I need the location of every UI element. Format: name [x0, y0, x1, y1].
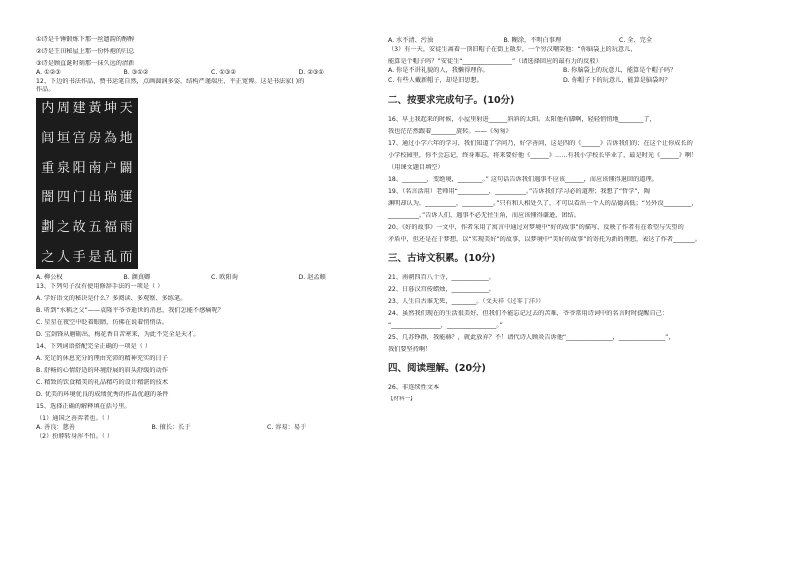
option: C. ①③②: [211, 69, 236, 77]
calligraphy-char: 故: [72, 220, 86, 236]
answer-options: [388, 66, 738, 76]
question-20-cont: 矛盾中，但还是在于梦想，以“实现美好”的故事，以梦境中“美好的故事”的寄托为新的理想，表达了作者_______。: [388, 236, 701, 243]
calligraphy-char: 坤: [103, 101, 117, 116]
question-22: 22、日暮汉宫传蜡烛，____________。: [388, 286, 495, 293]
calligraphy-char: 人: [56, 249, 70, 265]
calligraphy-char: 黃: [88, 101, 102, 116]
calligraphy-char: 天: [119, 101, 133, 116]
question-25-cont: 我们要坚持啊！: [388, 346, 432, 353]
answer-options: [36, 273, 386, 283]
option: B. 擅长：长于: [151, 424, 191, 432]
question-15: 15、选择正确的解释填在括号里。: [36, 403, 131, 410]
option: A. 学好语文的秘诀是什么？多阅读、多观察、多练笔。: [36, 295, 187, 302]
option: D. 优美的环境优良的成绩优秀的作品优越的条件: [36, 391, 169, 398]
calligraphy-char: 而: [119, 249, 133, 265]
calligraphy-char: 地: [119, 130, 133, 146]
option: B. 舒畅的心情舒适的环境舒展的眉头舒缓的动作: [36, 367, 168, 374]
right-column: [388, 36, 738, 404]
calligraphy-char: 阳: [72, 160, 86, 176]
calligraphy-char: 闢: [119, 160, 133, 176]
calligraphy-char: 乱: [103, 249, 117, 265]
calligraphy-char: 闾: [41, 130, 55, 146]
calligraphy-char: 雨: [119, 220, 133, 236]
left-column: [36, 36, 386, 441]
calligraphy-char: 出: [88, 190, 102, 206]
calligraphy-column: [87, 102, 103, 265]
calligraphy-char: 為: [103, 130, 117, 146]
question-15-sub1: （1）通国之善弈者也。（ ）: [36, 415, 114, 422]
calligraphy-char: 是: [88, 249, 102, 265]
option: A. 你是不讲礼貌的人，我懒得理你。: [388, 67, 489, 75]
question-24-cont: “________________，________________。”: [388, 322, 503, 329]
question-3: （3）有一天，安徒生离着一顶旧帽子在街上散步，一个穷汉嘲笑他：“你脑袋上的玩意儿，: [388, 46, 637, 53]
calligraphy-char: 建: [72, 101, 86, 116]
question-19-cont: __________。”告诉人们，遇事不必无往生角，而应该懂得谦逊，团结。: [388, 212, 580, 219]
answer-options: [388, 36, 738, 46]
section-heading: 二、按要求完成句子。(10分): [388, 95, 515, 106]
option: B. 颜真卿: [123, 274, 151, 282]
calligraphy-char: 之: [56, 220, 70, 236]
calligraphy-char: 重: [41, 160, 55, 176]
option: C. 精致的饮食精美的礼品精巧的设计精湛的技术: [36, 379, 169, 386]
option: B. ③①②: [123, 69, 149, 77]
question-24: 24、虽然我们现在的生活很美好，但我们不能忘记过去的苦难，爷爷常用诗词中的名言时时提醒自己：: [388, 310, 669, 317]
question-26: 26、非连续性文本: [388, 384, 440, 391]
option: C. 容易：易于: [267, 424, 307, 432]
option: D. 你帽子下的玩意儿，能算是脑袋吗？: [563, 77, 671, 85]
calligraphy-char: 内: [41, 101, 55, 116]
calligraphy-char: 宫: [72, 130, 86, 146]
calligraphy-column: [118, 102, 134, 265]
question-16-cont: 我也茫茫然跟着________旋转。——《匆匆》: [388, 128, 512, 135]
calligraphy-column: [40, 102, 56, 265]
question-19: 19、（名言活用）老师用“__________，__________。”告诉我们学习必的道理；我想了“哲学”，陶: [388, 188, 650, 195]
calligraphy-char: 垣: [56, 130, 70, 146]
text-line: ③诗是顾直诞时刻那一抹久远的清新: [36, 60, 135, 67]
calligraphy-char: 周: [56, 101, 70, 116]
question-13: 13、下列句子没有使用修辞手法的一项是（ ）: [36, 283, 164, 290]
question-23: 23、人生自古谁无死，________。（文天祥《过零丁洋》）: [388, 298, 545, 305]
question-25: 25、几苏铮群，我能赫？，就此放弃？不！请代诗人顾炎告诉他“_______________，_______________”，: [388, 334, 675, 341]
option: C. 有些人戴新帽子，却是旧思想。: [388, 77, 483, 85]
calligraphy-char: 南: [88, 160, 102, 176]
calligraphy-column: [56, 102, 72, 265]
option: C. 全、完全: [619, 37, 653, 45]
question-12-cont: 作品。: [36, 86, 55, 93]
question-12: 12、下边的书法作品，赞书运笔自然，点画圆润多姿，结构严谨端庄，平正宽博。这是书法家( )的: [36, 78, 305, 85]
section-heading: 三、古诗文积累。(10分): [388, 253, 496, 264]
question-3-cont: 能算是个帽子吗？”安徒生“________________”（请选择回应的最有力的反驳）: [388, 58, 602, 65]
option: B. 糊涂，不明白事理: [503, 37, 562, 45]
calligraphy-char: 泉: [56, 160, 70, 176]
option: B. 听到“水稻之父”——袁隆平爷爷逝世的消息，我们怎能不感痛呢？: [36, 307, 224, 314]
calligraphy-char: 户: [103, 160, 117, 176]
calligraphy-char: 福: [103, 220, 117, 236]
question-20: 20、《好的故事》一文中，作者采用了寓言中通过对梦境中“好的故事”的描写，反映了作者有在希望与失望的: [388, 224, 684, 231]
question-18: 18、________，变绝境，________。” 这句话告诉我们遇事不应该______，而应该懂得退回的道理。: [388, 176, 658, 183]
calligraphy-char: 五: [88, 220, 102, 236]
option: A. 水不清、污浊: [388, 37, 434, 45]
text-line: ②诗是王田秘屋上那一份怀袍的归总: [36, 48, 135, 55]
question-17-cont: 小学校园里，你不会忘记，终身难忘，将来要好他《______》……有我小学校长毕业了，最是时光《______》啊！: [388, 152, 698, 159]
calligraphy-char: 房: [88, 130, 102, 146]
question-16: 16、早上我起来的时候，小屋里射进______斜斜的太阳。太阳他有脚啊，轻轻悄悄地________了，: [388, 116, 656, 123]
calligraphy-column: [71, 102, 87, 265]
option: A. 柳公权: [36, 274, 63, 282]
option: A. 善良：慈善: [36, 424, 75, 432]
option: A. ①②③: [36, 69, 61, 77]
question-17: 17、通过小学六年的学习，我们知道了学问乃，好学善问，这是四的《______》告诉我们的；在这个让你成长的: [388, 140, 693, 147]
option: D. ②③①: [298, 69, 324, 77]
calligraphy-char: 之: [41, 249, 55, 265]
calligraphy-char: 闇: [41, 190, 55, 206]
question-21: 21、南朝四百八十寺，____________。: [388, 274, 495, 281]
answer-options: [36, 423, 386, 433]
calligraphy-char: 四: [56, 190, 70, 206]
calligraphy-char: 门: [72, 190, 86, 206]
option: B. 你脑袋上的玩意儿，能算是个帽子吗？: [563, 67, 677, 75]
calligraphy-char: 運: [119, 190, 133, 206]
calligraphy-image: [36, 98, 138, 269]
question-14: 14、下列词语搭配完全正确的一项是（ ）: [36, 343, 152, 350]
question-15-sub2: （2）扮脖转身浑不怕。（ ）: [36, 433, 114, 440]
option: C. 星星在夜空中眨着眼睛，仿佛在说着悄悄话。: [36, 319, 169, 326]
text-line: ①诗是千锤锻炼下那一丝遗韵的醇醇: [36, 36, 135, 43]
question-19-cont: 渊明却认为，__________，__________。”只有和人相处久了，才可以看出一个人的品德高低；“另外没_________，: [388, 200, 698, 207]
answer-options: [388, 76, 738, 86]
option: C. 欧阳询: [211, 274, 238, 282]
material-label: 【材料一】: [388, 396, 416, 402]
section-heading: 四、阅读理解。(20分): [388, 363, 486, 374]
calligraphy-char: 瑞: [103, 190, 117, 206]
calligraphy-column: [103, 102, 119, 265]
calligraphy-char: 劃: [41, 220, 55, 236]
calligraphy-char: 手: [72, 249, 86, 265]
option: A. 充足的休息充分的理由充沛的精神充实的日子: [36, 355, 168, 362]
question-17-note: （用课文题目填空）: [388, 164, 444, 171]
answer-options: [36, 68, 386, 78]
option: D. 赵孟頫: [298, 274, 326, 282]
option: D. 宝剑锋从磨砺出，梅花香自苦寒来，为此不完全是天才。: [36, 331, 200, 338]
